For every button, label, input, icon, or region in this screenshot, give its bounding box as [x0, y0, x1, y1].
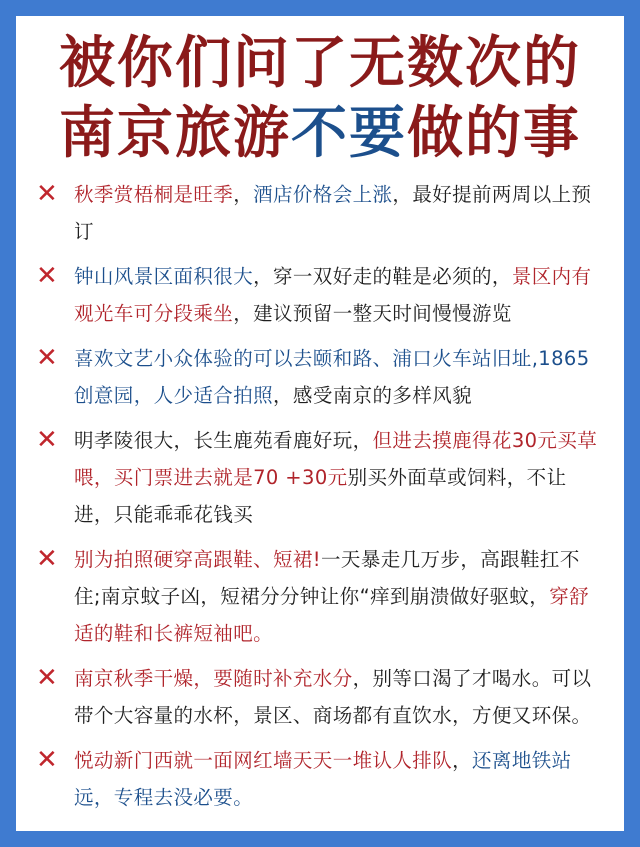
tip-text — [74, 422, 606, 533]
cross-icon: ✕ — [36, 343, 58, 373]
tip-segment: 别买外面草或饲料，不让进，只能乖乖花钱买 — [74, 466, 567, 526]
tip-segment: ， — [233, 183, 254, 206]
tip-segment: 喜欢文艺小众体验的可以去颐和路、浦口火车站旧址,1865创意园，人少适合拍照 — [74, 347, 590, 407]
tip-segment: ，穿一双好走的鞋是必须的， — [253, 265, 512, 288]
tip-text — [74, 742, 606, 816]
title-part-do: 做 — [407, 101, 465, 166]
title-part-nanjing-travel: 南京旅游 — [59, 101, 291, 166]
tip-segment: 酒店价格会上涨 — [253, 183, 393, 206]
cross-icon: ✕ — [36, 745, 58, 775]
tip-segment: 悦动新门西就一面网红墙天天一堆认人排队 — [74, 749, 453, 772]
tip-text — [74, 541, 606, 652]
cross-icon: ✕ — [36, 544, 58, 574]
tip-item — [36, 742, 606, 816]
tip-segment: 别为拍照硬穿高跟鞋、短裙! — [74, 548, 322, 571]
tip-segment: ，感受南京的多样风貌 — [273, 384, 473, 407]
title-line-1: 被你们问了无数次的 — [59, 31, 581, 96]
title-part-dont: 不要 — [291, 101, 407, 166]
tip-segment: ，最好提前两周以上预订 — [74, 183, 592, 243]
cross-icon: ✕ — [36, 663, 58, 693]
tip-segment: 但进去摸鹿得花30元买草喂，买门票进去就是70 +30元 — [74, 429, 598, 489]
tip-item — [36, 422, 606, 533]
tip-segment: 秋季赏梧桐是旺季 — [74, 183, 234, 206]
cross-icon: ✕ — [36, 179, 58, 209]
tip-segment: ，别等口渴了才喝水。可以带个大容量的水杯，景区、商场都有直饮水，方便又环保。 — [74, 667, 592, 727]
cross-icon: ✕ — [36, 425, 58, 455]
tip-text — [74, 340, 606, 414]
tip-item — [36, 176, 606, 250]
tip-segment: ， — [452, 749, 473, 772]
tip-segment: 钟山风景区面积很大 — [74, 265, 254, 288]
title-line-2 — [16, 101, 624, 166]
tip-item — [36, 340, 606, 414]
tip-segment: ，建议预留一整天时间慢慢游览 — [233, 302, 512, 325]
tip-text — [74, 258, 606, 332]
cross-icon: ✕ — [36, 261, 58, 291]
poster-card — [16, 16, 624, 831]
tip-item — [36, 541, 606, 652]
tip-segment: 南京秋季干燥，要随时补充水分 — [74, 667, 353, 690]
tip-item — [36, 660, 606, 734]
tip-segment: 穿舒适的鞋和长裤短袖吧。 — [74, 585, 589, 645]
tip-segment: 明孝陵很大，长生鹿苑看鹿好玩， — [74, 429, 373, 452]
tip-list — [36, 176, 606, 824]
tip-segment: 一天暴走几万步，高跟鞋扛不住;南京蚊子凶，短裙分分钟让你“痒到崩溃做好驱蚊， — [74, 548, 580, 608]
tip-text — [74, 176, 606, 250]
title-part-things: 的事 — [465, 101, 581, 166]
tip-segment: 还离地铁站远，专程去没必要。 — [74, 749, 572, 809]
tip-item — [36, 258, 606, 332]
tip-segment: 景区内有观光车可分段乘坐 — [74, 265, 592, 325]
tip-text — [74, 660, 606, 734]
